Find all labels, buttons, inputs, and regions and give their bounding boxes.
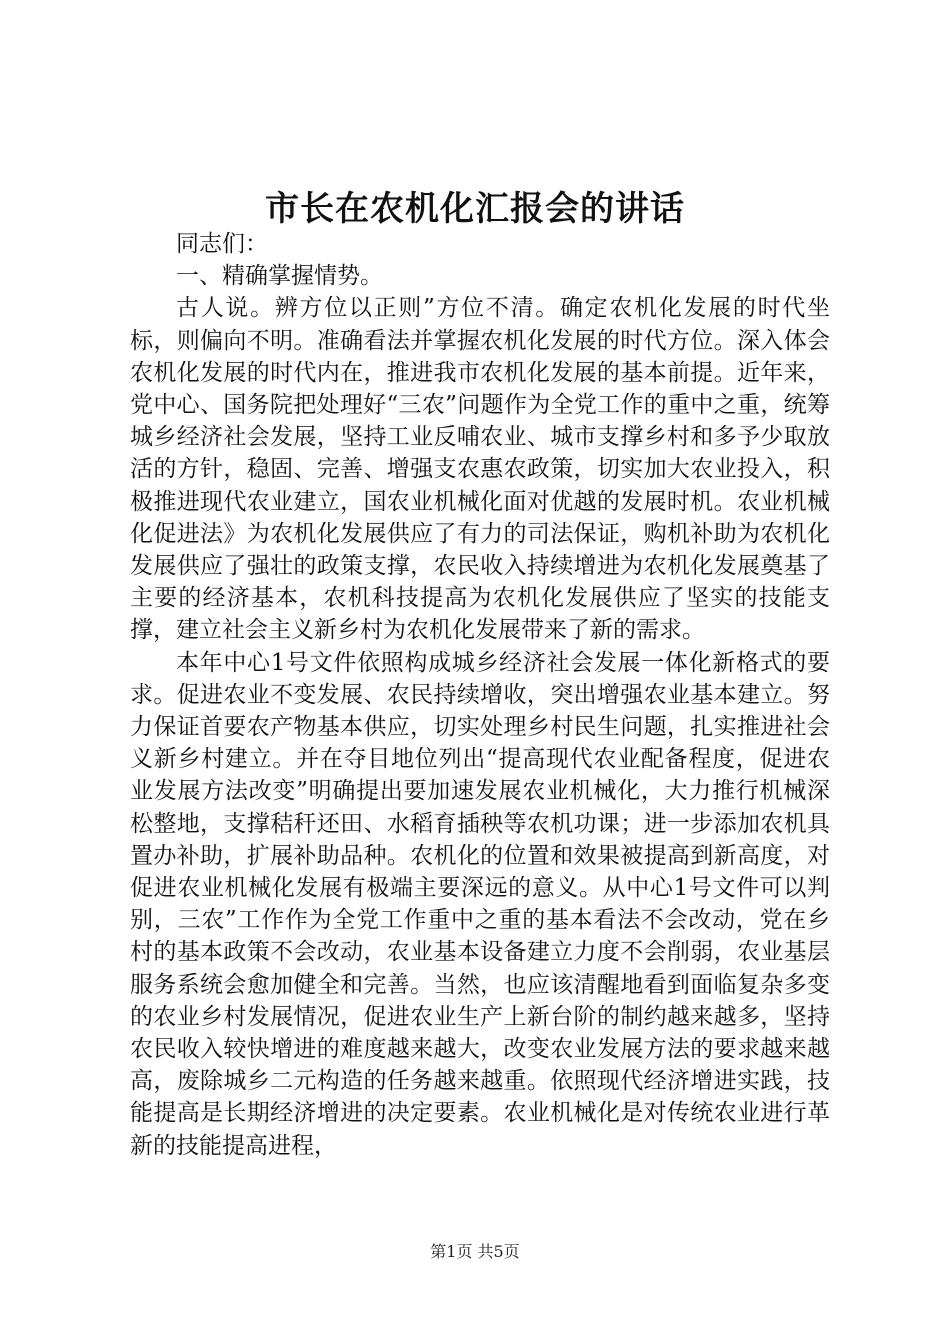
- section-heading: 一、精确掌握情势。: [176, 263, 383, 290]
- paragraph: 古人说。辨方位以正则”方位不清。确定农机化发展的时代坐标，则偏向不明。准确看法并掌握农机化发展的时代方位。深入体会农机化发展的时代内在，推进我市农机化发展的基本前提。近年来，党中心、国务院把处理好“三农”问题作为全党工作的重中之重，统筹城乡经济社会发展，坚持工业反哺农业、城市支撑乡村和多予少取放活的方针，稳固、完善、增强支农惠农政策，切实加大农业投入，积极推进现代农业建立，国农业机械化面对优越的发展时机。农业机械化促进法》为农机化发展供应了有力的司法保证，购机补助为农机化发展供应了强壮的政策支撑，农民收入持续增进为农机化发展奠基了主要的经济基本，农机科技提高为农机化发展供应了坚实的技能支撑，建立社会主义新乡村为农机化发展带来了新的需求。: [130, 295, 830, 644]
- salutation: 同志们：: [176, 231, 268, 257]
- document-body: [130, 228, 830, 1162]
- page-number: 第1页 共5页: [430, 1242, 520, 1261]
- paragraph: 本年中心1号文件依照构成城乡经济社会发展一体化新格式的要求。促进农业不变发展、农民持续增收，突出增强农业基本建立。努力保证首要农产物基本供应，切实处理乡村民生问题，扎实推进社会义新乡村建立。并在夺目地位列出“提高现代农业配备程度，促进农业发展方法改变”明确提出要加速发展农业机械化，大力推行机械深松整地，支撑秸秆还田、水稻育插秧等农机功课；进一步添加农机具置办补助，扩展补助品种。农机化的位置和效果被提高到新高度，对促进农业机械化发展有极端主要深远的意义。从中心1号文件可以判别，三农”工作作为全党工作重中之重的基本看法不会改动，党在乡村的基本政策不会改动，农业基本设备建立力度不会削弱，农业基层服务系统会愈加健全和完善。当然，也应该清醒地看到面临复杂多变的农业乡村发展情况，促进农业生产上新台阶的制约越来越多，坚持农民收入较快增进的难度越来越大，改变农业发展方法的要求越来越高，废除城乡二元构造的任务越来越重。依照现代经济增进实践，技能提高是长期经济增进的决定要素。农业机械化是对传统农业进行革新的技能提高进程，: [130, 649, 830, 1159]
- document-title: 市长在农机化汇报会的讲话: [265, 189, 685, 229]
